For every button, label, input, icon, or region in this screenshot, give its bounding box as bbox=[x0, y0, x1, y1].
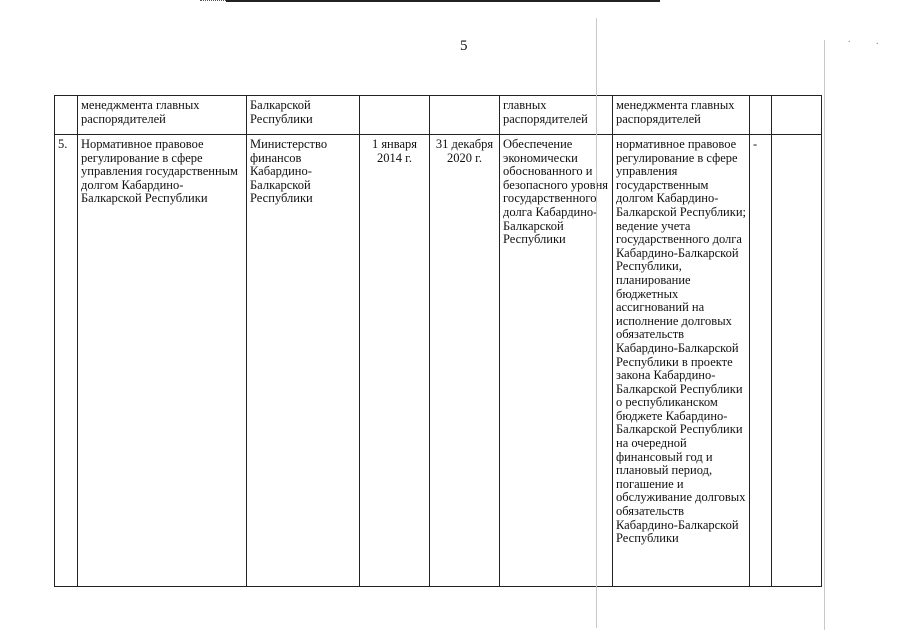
cell-last bbox=[772, 135, 822, 587]
cell-start bbox=[360, 96, 430, 135]
cell-dash: - bbox=[750, 135, 772, 587]
cell-executor: Балкарской Республики bbox=[247, 96, 360, 135]
cell-end: 31 декабря 2020 г. bbox=[430, 135, 500, 587]
cell-name: менеджмента главных распорядителей bbox=[78, 96, 247, 135]
program-activities-table bbox=[54, 95, 822, 587]
scan-speck: . bbox=[876, 36, 879, 47]
cell-name: Нормативное правовое регулирование в сфере управления государственным долгом Кабардино-Балкарской Республики bbox=[78, 135, 247, 587]
cell-content: менеджмента главных распорядителей bbox=[613, 96, 750, 135]
top-edge-marks bbox=[200, 0, 226, 3]
cell-result: Обеспечение экономически обоснованного и безопасного уровня государственного долга Кабардино-Балкарской Республики bbox=[500, 135, 613, 587]
cell-end bbox=[430, 96, 500, 135]
scan-fold-line bbox=[824, 40, 825, 630]
cell-result: главных распорядителей bbox=[500, 96, 613, 135]
scan-speck: . bbox=[848, 34, 851, 45]
cell-number: 5. bbox=[55, 135, 78, 587]
cell-executor: Министерство финансов Кабардино-Балкарской Республики bbox=[247, 135, 360, 587]
table-row-5 bbox=[55, 135, 822, 587]
cell-dash bbox=[750, 96, 772, 135]
table-row-continued bbox=[55, 96, 822, 135]
cell-last bbox=[772, 96, 822, 135]
cell-start: 1 января 2014 г. bbox=[360, 135, 430, 587]
scan-fold-line bbox=[596, 18, 597, 628]
cell-content: нормативное правовое регулирование в сфере управления государственным долгом Кабардино-Балкарской Республики; ведение учета государственного долга Кабардино-Балкарской Республики, планирование бюджетных ассигнований на исполнение долговых обязательств Кабардино-Балкарской Республики в проекте закона Кабардино-Балкарской Республики о республиканском бюджете Кабардино-Балкарской Республики на очередной финансовый год и плановый период, погашение и обслуживание долговых обязательств Кабардино-Балкарской Республики bbox=[613, 135, 750, 587]
top-rule bbox=[226, 0, 660, 2]
page-number: 5 bbox=[460, 38, 468, 54]
cell-number bbox=[55, 96, 78, 135]
